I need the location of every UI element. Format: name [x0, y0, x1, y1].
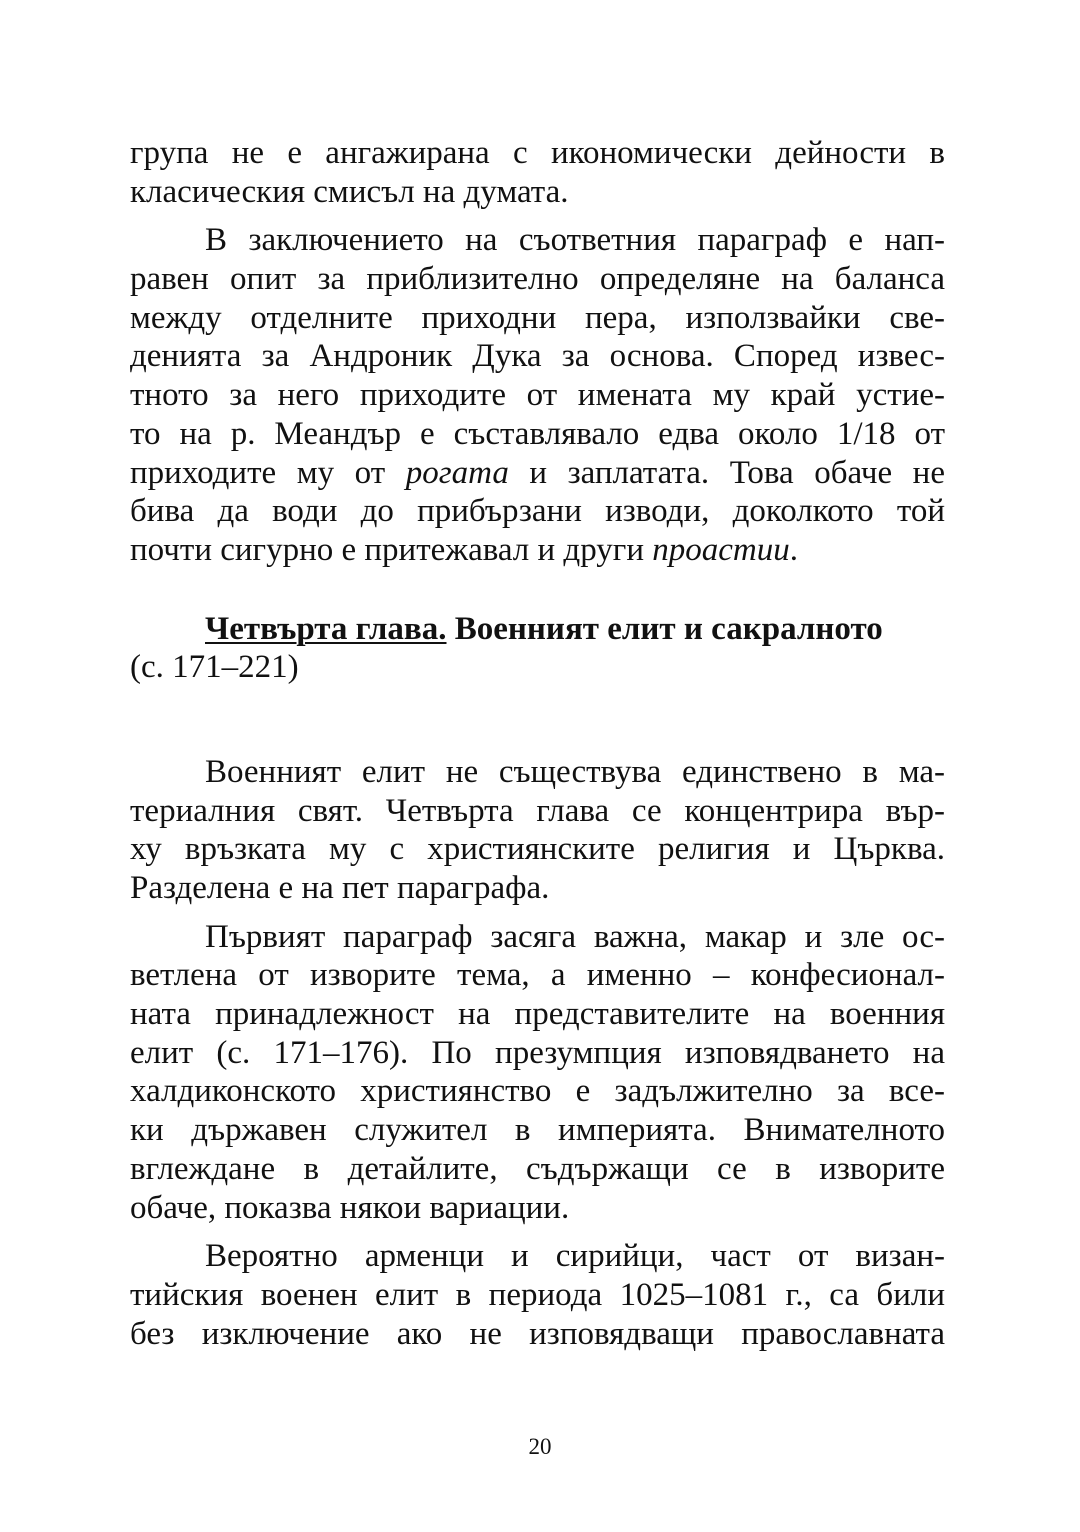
text-line: тийския военен елит в периода 1025–1081 г., са били	[130, 1276, 945, 1313]
text-line	[130, 454, 945, 493]
text-line: териалния свят. Четвърта глава се концентрира вър-	[130, 792, 945, 829]
text-span: .	[789, 531, 798, 568]
chapter-page-range: (с. 171–221)	[130, 649, 299, 686]
text-line: Вероятно арменци и сирийци, част от визан-	[205, 1238, 945, 1275]
text-line: група не е ангажирана с икономически дейности в	[130, 135, 945, 171]
text-line: без изключение ако не изповядващи православната	[130, 1315, 945, 1352]
text-line	[130, 531, 945, 570]
text-line: вглеждане в детайлите, съдържащи се в изворите	[130, 1150, 945, 1187]
text-line: равен опит за приблизително определяне на баланса	[130, 261, 945, 298]
page-body	[130, 134, 945, 1353]
text-line: обаче, показва някои вариации.	[130, 1189, 570, 1226]
text-line: Военният елит не съществува единствено в ма-	[205, 753, 945, 790]
text-line: ветлена от изворите тема, а именно – конфесионал-	[130, 957, 945, 994]
paragraph	[130, 221, 945, 569]
text-line: то на р. Меандър е съставлявало едва около 1/18 от	[130, 415, 945, 452]
text-line: Първият параграф засяга важна, макар и зле ос-	[205, 918, 945, 955]
text-line: ната принадлежност на представителите на военния	[130, 996, 945, 1033]
chapter-title: Военният елит и сакралното	[446, 610, 883, 647]
chapter-label: Четвърта глава.	[205, 610, 447, 647]
text-line: между отделните приходни пера, използвайки све-	[130, 299, 945, 336]
text-line: В заключението на съответния параграф е нап-	[205, 222, 945, 259]
page-number: 20	[528, 1434, 552, 1459]
text-line: елит (с. 171–176). По презумпция изповядването на	[130, 1034, 945, 1071]
paragraph	[130, 134, 945, 211]
paragraph	[130, 918, 945, 1228]
text-line: ки държавен служител в империята. Внимателното	[130, 1112, 945, 1149]
text-span: и заплатата. Това обаче не	[508, 454, 945, 491]
text-line: ху връзката му с християнските религия и Църква.	[130, 831, 945, 868]
chapter-heading	[130, 610, 945, 687]
text-line: бива да води до прибързани изводи, доколкото той	[130, 493, 945, 530]
text-line: Разделена е на пет параграфа.	[130, 870, 550, 907]
text-span: почти сигурно е притежавал и други	[130, 531, 653, 568]
paragraph	[130, 1237, 945, 1353]
text-line: класическия смисъл на думата.	[130, 173, 569, 210]
paragraph	[130, 753, 945, 908]
text-span: приходите му от	[130, 454, 406, 491]
italic-term: проастии	[652, 531, 790, 568]
text-line: денията за Андроник Дука за основа. Според извес-	[130, 338, 945, 375]
italic-term: рогата	[405, 454, 509, 491]
text-line: халдиконското християнство е задължително за все-	[130, 1073, 945, 1110]
text-line: тното за него приходите от имената му край устие-	[130, 377, 945, 414]
